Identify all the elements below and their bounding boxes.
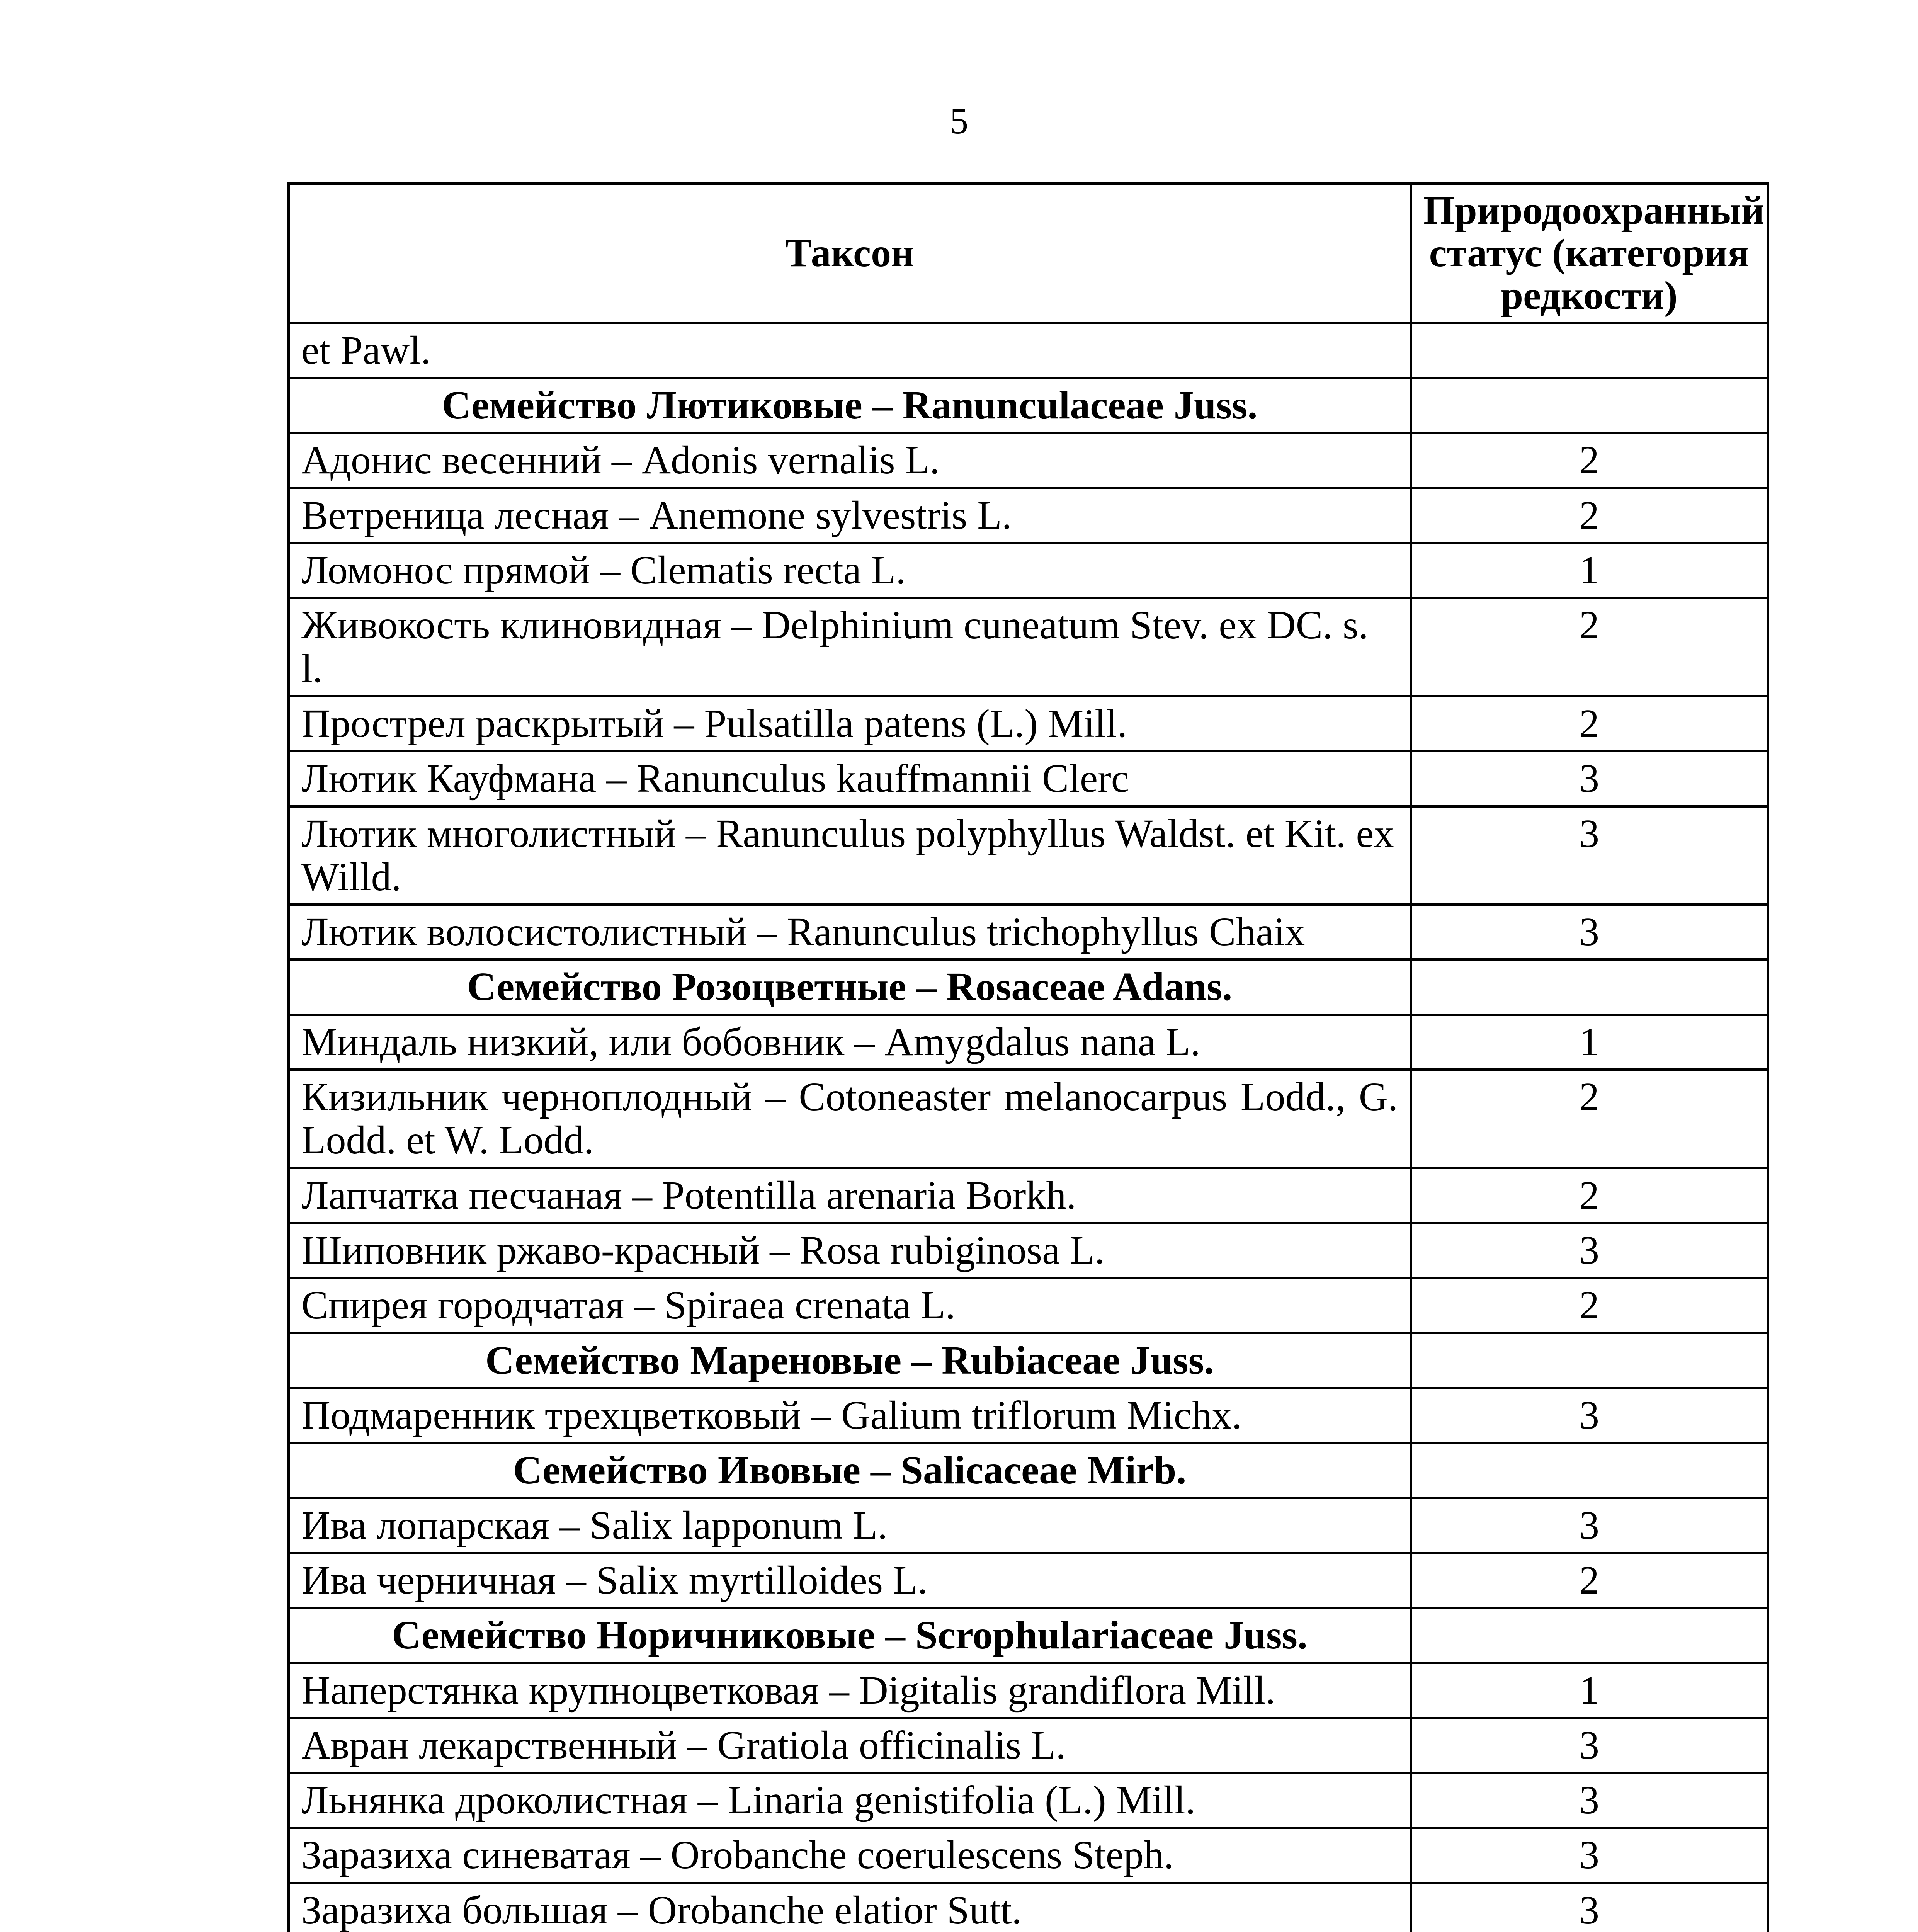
taxon-cell: Льнянка дроколистная – Linaria genistifolia (L.) Mill.	[289, 1773, 1411, 1828]
status-cell	[1411, 1608, 1768, 1663]
status-cell: 3	[1411, 806, 1768, 905]
status-cell: 1	[1411, 1015, 1768, 1070]
status-cell: 3	[1411, 1718, 1768, 1773]
status-cell: 3	[1411, 1388, 1768, 1443]
table-row	[289, 1553, 1768, 1608]
taxon-cell: Лютик Кауфмана – Ranunculus kauffmannii Clerc	[289, 751, 1411, 806]
page-number: 5	[950, 100, 968, 141]
status-cell	[1411, 323, 1768, 378]
status-cell: 3	[1411, 1828, 1768, 1883]
table-row	[289, 1168, 1768, 1223]
table-row	[289, 598, 1768, 696]
status-cell	[1411, 1333, 1768, 1388]
taxon-cell: Авран лекарственный – Gratiola officinalis L.	[289, 1718, 1411, 1773]
header-taxon: Таксон	[289, 184, 1411, 323]
taxon-cell: Спирея городчатая – Spiraea crenata L.	[289, 1278, 1411, 1333]
family-row	[289, 1333, 1768, 1388]
taxon-cell: Шиповник ржаво-красный – Rosa rubiginosa L.	[289, 1223, 1411, 1278]
table-row	[289, 1015, 1768, 1070]
taxon-cell: Заразиха большая – Orobanche elatior Sutt.	[289, 1883, 1411, 1932]
table-row	[289, 1828, 1768, 1883]
taxon-cell: Заразиха синеватая – Orobanche coerulescens Steph.	[289, 1828, 1411, 1883]
status-cell	[1411, 378, 1768, 433]
status-cell: 1	[1411, 1663, 1768, 1718]
table-row	[289, 696, 1768, 751]
table-row	[289, 323, 1768, 378]
status-cell: 2	[1411, 1070, 1768, 1168]
taxon-cell: Подмаренник трехцветковый – Galium triflorum Michx.	[289, 1388, 1411, 1443]
table-row	[289, 1278, 1768, 1333]
table-row	[289, 1070, 1768, 1168]
table-row	[289, 1663, 1768, 1718]
taxon-cell: Прострел раскрытый – Pulsatilla patens (L.) Mill.	[289, 696, 1411, 751]
table-row	[289, 905, 1768, 959]
taxon-cell: Лапчатка песчаная – Potentilla arenaria Borkh.	[289, 1168, 1411, 1223]
status-cell: 2	[1411, 696, 1768, 751]
taxon-cell: Лютик многолистный – Ranunculus polyphyllus Waldst. et Kit. ex Willd.	[289, 806, 1411, 905]
status-cell: 2	[1411, 598, 1768, 696]
table-header-row	[289, 184, 1768, 323]
table-row	[289, 433, 1768, 488]
family-name-cell: Семейство Лютиковые – Ranunculaceae Juss.	[289, 378, 1411, 433]
taxon-cell: Адонис весенний – Adonis vernalis L.	[289, 433, 1411, 488]
status-cell: 2	[1411, 1168, 1768, 1223]
taxon-cell: Лютик волосистолистный – Ranunculus trichophyllus Chaix	[289, 905, 1411, 959]
taxon-cell: Ветреница лесная – Anemone sylvestris L.	[289, 488, 1411, 543]
status-cell: 2	[1411, 1278, 1768, 1333]
status-cell: 2	[1411, 1553, 1768, 1608]
family-row	[289, 959, 1768, 1014]
status-cell	[1411, 959, 1768, 1014]
table-row	[289, 1883, 1768, 1932]
table-row	[289, 543, 1768, 598]
family-name-cell: Семейство Ивовые – Salicaceae Mirb.	[289, 1443, 1411, 1498]
header-status: Природоохранный статус (категория редкости)	[1411, 184, 1768, 323]
status-cell: 3	[1411, 751, 1768, 806]
taxon-cell: Ива лопарская – Salix lapponum L.	[289, 1498, 1411, 1553]
taxon-cell: Кизильник черноплодный – Cotoneaster melanocarpus Lodd., G. Lodd. et W. Lodd.	[289, 1070, 1411, 1168]
table-row	[289, 1498, 1768, 1553]
status-cell: 3	[1411, 905, 1768, 959]
table-row	[289, 1388, 1768, 1443]
status-cell: 2	[1411, 488, 1768, 543]
status-cell: 3	[1411, 1883, 1768, 1932]
family-row	[289, 378, 1768, 433]
family-row	[289, 1443, 1768, 1498]
taxon-cell: Миндаль низкий, или бобовник – Amygdalus nana L.	[289, 1015, 1411, 1070]
status-cell	[1411, 1443, 1768, 1498]
status-cell: 1	[1411, 543, 1768, 598]
family-name-cell: Семейство Розоцветные – Rosaceae Adans.	[289, 959, 1411, 1014]
table-row	[289, 1223, 1768, 1278]
status-cell: 2	[1411, 433, 1768, 488]
taxon-cell: Живокость клиновидная – Delphinium cuneatum Stev. ex DC. s. l.	[289, 598, 1411, 696]
taxa-table	[287, 182, 1769, 1932]
table-row	[289, 1718, 1768, 1773]
status-cell: 3	[1411, 1498, 1768, 1553]
status-cell: 3	[1411, 1773, 1768, 1828]
table-row	[289, 806, 1768, 905]
family-row	[289, 1608, 1768, 1663]
family-name-cell: Семейство Мареновые – Rubiaceae Juss.	[289, 1333, 1411, 1388]
taxon-cell: Ломонос прямой – Clematis recta L.	[289, 543, 1411, 598]
table-body	[289, 323, 1768, 1932]
table-row	[289, 1773, 1768, 1828]
taxon-cell: et Pawl.	[289, 323, 1411, 378]
table-row	[289, 751, 1768, 806]
status-cell: 3	[1411, 1223, 1768, 1278]
taxon-cell: Ива черничная – Salix myrtilloides L.	[289, 1553, 1411, 1608]
table-row	[289, 488, 1768, 543]
taxon-cell: Наперстянка крупноцветковая – Digitalis grandiflora Mill.	[289, 1663, 1411, 1718]
family-name-cell: Семейство Норичниковые – Scrophulariaceae Juss.	[289, 1608, 1411, 1663]
